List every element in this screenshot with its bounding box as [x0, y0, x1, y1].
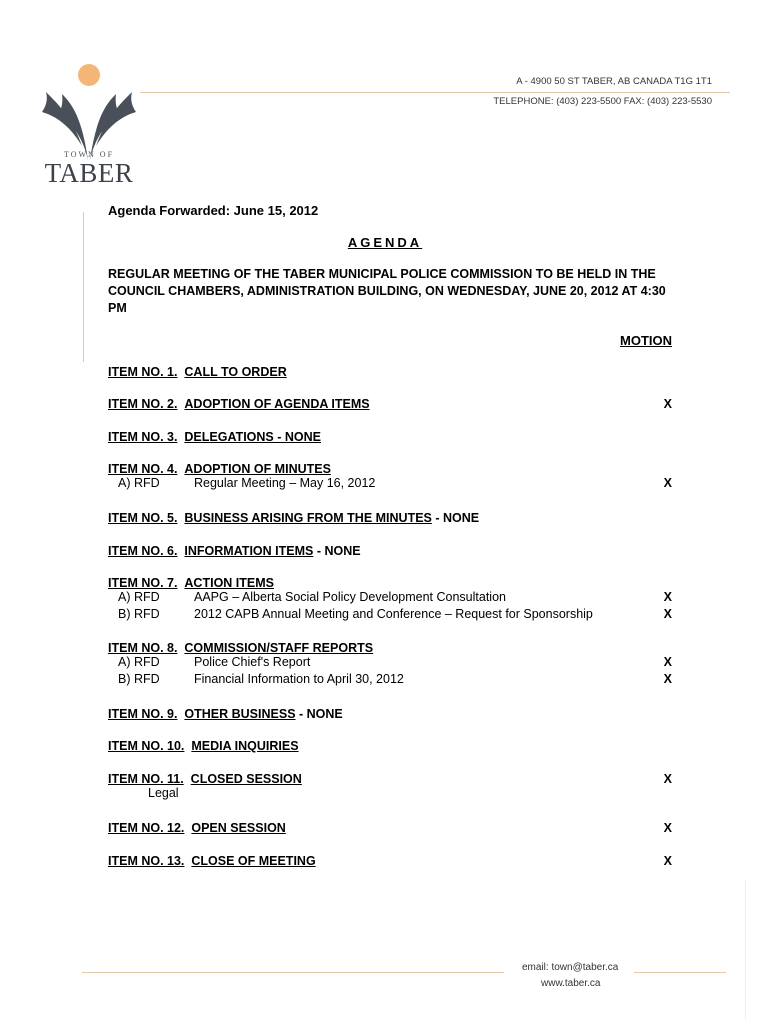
item-label: ITEM NO. 4.	[108, 462, 178, 476]
footer-divider-right	[634, 972, 726, 973]
sub-item	[108, 476, 672, 493]
motion-column-header: MOTION	[620, 333, 672, 348]
item-label: ITEM NO. 10.	[108, 739, 185, 753]
agenda-item-1	[108, 365, 672, 379]
item-label: ITEM NO. 7.	[108, 576, 178, 590]
sub-item-code: B) RFD	[118, 672, 160, 686]
item-title: ADOPTION OF MINUTES	[184, 462, 331, 476]
motion-mark: X	[663, 476, 672, 490]
sub-item-code: A) RFD	[118, 655, 160, 669]
agenda-item-13	[108, 854, 672, 868]
meeting-description: REGULAR MEETING OF THE TABER MUNICIPAL POLICE COMMISSION TO BE HELD IN THE COUNCIL CHAMBERS, ADMINISTRATION BUILDING, ON WEDNESDAY, JUNE 20, 2012 AT 4:30 PM	[108, 267, 666, 315]
motion-mark: X	[663, 607, 672, 621]
agenda-item-8	[108, 641, 672, 689]
item-label: ITEM NO. 3.	[108, 430, 178, 444]
header-phone: TELEPHONE: (403) 223-5500 FAX: (403) 223-5530	[493, 96, 712, 107]
agenda-item-10	[108, 739, 672, 753]
motion-mark: X	[663, 397, 672, 411]
item-title: CLOSED SESSION	[190, 772, 302, 786]
sub-item-description: AAPG – Alberta Social Policy Development Consultation	[194, 590, 506, 604]
logo-town-of: TOWN OF	[63, 150, 115, 159]
item-suffix: - NONE	[431, 511, 480, 525]
item-label: ITEM NO. 8.	[108, 641, 178, 655]
sub-item	[108, 607, 672, 624]
item-title: INFORMATION ITEMS	[184, 544, 314, 558]
agenda-forwarded: Agenda Forwarded: June 15, 2012	[108, 203, 319, 218]
sub-item-code: A) RFD	[118, 590, 160, 604]
item-title: COMMISSION/STAFF REPORTS	[184, 641, 374, 655]
agenda-item-7	[108, 576, 672, 624]
footer-website: www.taber.ca	[541, 978, 601, 989]
agenda-item-3	[108, 430, 672, 444]
sub-item-code: A) RFD	[118, 476, 160, 490]
motion-mark: X	[663, 772, 672, 786]
sub-item	[108, 655, 672, 672]
sub-item	[108, 590, 672, 607]
item-title: OPEN SESSION	[191, 821, 286, 835]
item-title: CLOSE OF MEETING	[191, 854, 316, 868]
footer-divider-left	[82, 972, 504, 973]
motion-mark: X	[663, 821, 672, 835]
agenda-item-12	[108, 821, 672, 835]
item-label: ITEM NO. 1.	[108, 365, 178, 379]
motion-mark: X	[663, 655, 672, 669]
sub-item-description: 2012 CAPB Annual Meeting and Conference – Request for Sponsorship	[194, 607, 593, 621]
item-label: ITEM NO. 13.	[108, 854, 185, 868]
header-divider	[140, 92, 730, 93]
item-label: ITEM NO. 6.	[108, 544, 178, 558]
sub-item	[108, 672, 672, 689]
item-title: OTHER BUSINESS	[184, 707, 296, 721]
footer-email: email: town@taber.ca	[522, 962, 619, 973]
item-suffix: - NONE	[295, 707, 343, 721]
item-suffix: - NONE	[313, 544, 361, 558]
motion-mark: X	[663, 854, 672, 868]
item-title: MEDIA INQUIRIES	[191, 739, 299, 753]
item-label: ITEM NO. 11.	[108, 772, 184, 786]
sub-item-description: Regular Meeting – May 16, 2012	[194, 476, 376, 490]
agenda-item-11	[108, 772, 672, 803]
item-note: Legal	[148, 786, 179, 800]
sub-item-description: Financial Information to April 30, 2012	[194, 672, 404, 686]
item-label: ITEM NO. 9.	[108, 707, 178, 721]
motion-mark: X	[663, 590, 672, 604]
agenda-item-4	[108, 462, 672, 493]
item-label: ITEM NO. 5.	[108, 511, 178, 525]
agenda-item-9	[108, 707, 672, 721]
item-title: CALL TO ORDER	[184, 365, 287, 379]
agenda-item-6	[108, 544, 672, 558]
item-title: ADOPTION OF AGENDA ITEMS	[184, 397, 370, 411]
motion-mark: X	[663, 672, 672, 686]
item-title: DELEGATIONS - NONE	[184, 430, 321, 444]
right-margin-rule	[745, 880, 746, 1020]
agenda-item-2	[108, 397, 672, 411]
item-title: BUSINESS ARISING FROM THE MINUTES	[184, 511, 432, 525]
item-title: ACTION ITEMS	[184, 576, 274, 590]
item-label: ITEM NO. 12.	[108, 821, 185, 835]
header-address: A - 4900 50 ST TABER, AB CANADA T1G 1T1	[516, 76, 712, 87]
agenda-item-5	[108, 511, 672, 525]
sub-item-code: B) RFD	[118, 607, 160, 621]
logo-wordmark: TABER	[44, 158, 134, 188]
page-title: AGENDA	[347, 235, 423, 250]
sub-item-description: Police Chief's Report	[194, 655, 311, 669]
item-label: ITEM NO. 2.	[108, 397, 178, 411]
